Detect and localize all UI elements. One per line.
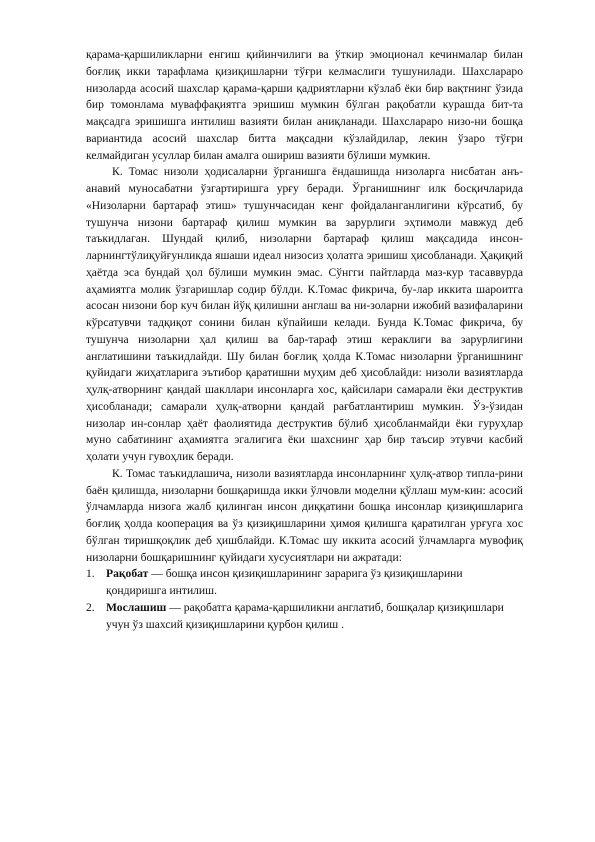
paragraph-2: К. Томас низоли ҳодисаларни ўрганишга ёндашишда низоларга нисбатан анъ-анавий муносабатни ўзгартиришга урғу беради. Ўрганишнинг илк босқичларида «Низоларни бартараф этиш» тушунчасидан кенг фойдаланганлигини кўрсатиб, бу тушунча низони бартараф қилиш мумкин ва зарурлиги эҳтимоли мавжуд деб таъкидлаган. Шундай қилиб, низоларни бартараф қилиш мақсадида инсон-ларнингтўлиқуйғунликда яшаши идеал низосиз ҳолатга эришиш ҳисобланади. Ҳақиқий ҳаётда эса бундай ҳол бўлиши мумкин эмас. Сўнгги пайтларда маз-кур тасаввурда аҳамиятга молик ўзгаришлар содир бўлди. К.Томас фикрича, бу-лар иккита шароитга асосан низони бор куч билан йўқ қилишни англаш ва ни-золарни ижобий вазифаларини кўрсатувчи тадқиқот сонини билан кўпайиши келади. Бунда К.Томас фикрича, бу тушунча низоларни ҳал қилиш ва бар-тараф этиш кераклиги ва зарурлигини англатишини таъкидлайди. Шу билан боғлиқ ҳолда К.Томас низоларни ўрганишнинг қуйидаги жиҳатларига эътибор қаратишни муҳим деб ҳисоблайди: низоли вазиятларда ҳулқ-атворнинг қандай шакллари инсонларга хос, қайсилари самарали ёки деструктив ҳисобланади; самарали ҳулқ-атворни қандай рағбатлантириш мумкин. Ўз-ўзидан низолар ин-сонлар ҳаёт фаолиятида деструктив бўлиб ҳисобланмайди ёки гуруҳлар муно сабатининг аҳамиятга эгалигига ёки шахснинг ҳар бир таъсир этувчи касбий ҳолати учун гувоҳлик беради. — [86, 165, 523, 463]
paragraph-1: қарама-қаршиликларни енгиш қийинчилиги ва ўткир эмоционал кечинмалар билан боғлиқ икки тарафлама қизиқишларни тўғри келмаслиги тушунилади. Шахслараро низоларда асосий шахслар қарама-қарши қадриятларни кўзлаб ёки бир вақтнинг ўзида бир томонлама муваффақиятга эришиш мумкин бўлган рақобатли курашда бит-та мақсадга эришишга интилиш вазияти билан аниқланади. Шахслараро низо-ни бошқа вариантида асосий шахслар битта мақсадни кўзлайдилар, лекин ўзаро тўғри келмайдиган усуллар билан амалга ошириш вазияти бўлиши мумкин. — [86, 48, 523, 162]
list-item-description: — бошқа инсон қизиқишларининг зарарига ўз қизиқишларини қондиришга интилиш. — [106, 567, 463, 597]
list-item — [86, 600, 526, 634]
document-page — [86, 47, 523, 633]
list-item-number: 1. — [86, 567, 95, 581]
paragraph-3: К. Томас таъкидлашича, низоли вазиятларда инсонларнинг ҳулқ-атвор типла-рини баён қилишда, низоларни бошқаришда икки ўлчовли моделни қўллаш мум-кин: асосий ўлчамларда низога жалб қилинган инсон диққатини бошқа инсонлар қизиқишларига боғлиқ ҳолда кооперация ва ўз қизиқишларини ҳимоя қилишга қаратилган урғуга хос бўлган тиришқоқлик деб ҳишблайди. К.Томас шу иккита асосий ўлчамларга мувофиқ низоларни бошқаришнинг қуйидаги хусусиятлари ни ажратади: — [86, 466, 523, 564]
numbered-list — [86, 566, 523, 633]
list-item-number: 2. — [86, 600, 95, 614]
list-item-description: — рақобатга қарама-қаршиликни англатиб, бошқалар қизиқишлари учун ўз шахсий қизиқишларини қурбон қилиш . — [106, 600, 504, 631]
list-item-term: Мослашиш — [106, 600, 167, 614]
list-item-term: Рақобат — [106, 567, 149, 581]
list-item — [86, 566, 526, 600]
